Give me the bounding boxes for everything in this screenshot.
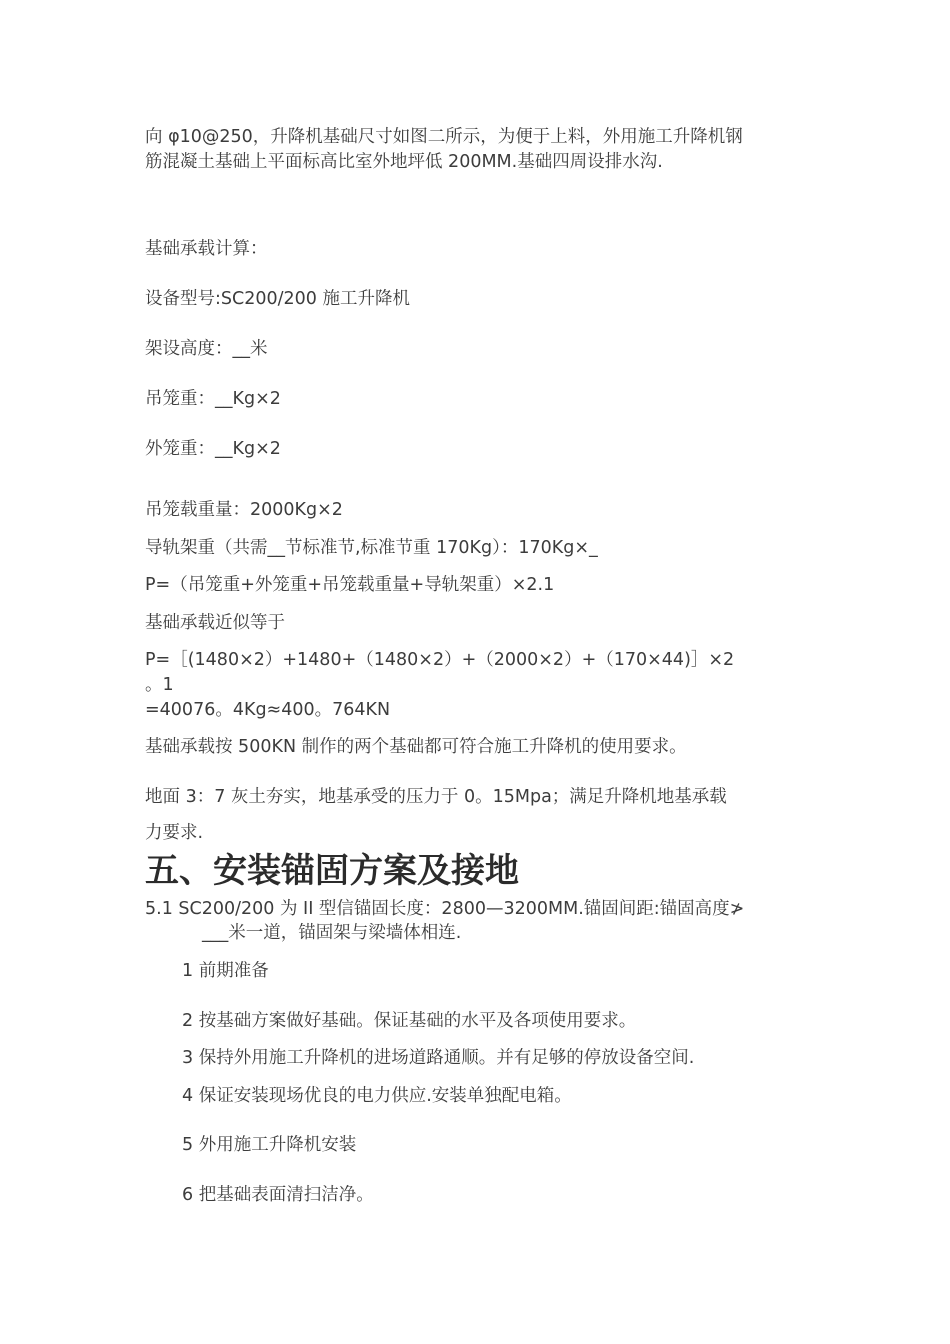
outer-cage-weight: 外笼重：__Kg×2	[145, 439, 281, 459]
cage-weight: 吊笼重：__Kg×2	[145, 389, 281, 409]
section-5-1-line-1: 5.1 SC200/200 为 II 型信锚固长度：2800—3200MM.锚固间距:锚固高度≯	[145, 899, 745, 919]
calc-title: 基础承载计算：	[145, 239, 268, 259]
intro-line-2: 筋混凝土基础上平面标高比室外地坪低 200MM.基础四周设排水沟.	[145, 152, 663, 172]
list-item: 5 外用施工升降机安装	[182, 1135, 357, 1155]
load-formula: P=（吊笼重+外笼重+吊笼载重量+导轨架重）×2.1	[145, 575, 555, 595]
list-item: 1 前期准备	[182, 961, 269, 981]
p-calc-line-2: 。1	[145, 675, 174, 695]
list-item: 2 按基础方案做好基础。保证基础的水平及各项使用要求。	[182, 1011, 637, 1031]
bearing-conclusion: 基础承载按 500KN 制作的两个基础都可符合施工升降机的使用要求。	[145, 737, 687, 757]
cage-load: 吊笼载重量：2000Kg×2	[145, 500, 343, 520]
erection-height: 架设高度：__米	[145, 339, 268, 359]
p-calc-line-1: P=［(1480×2）+1480+（1480×2）+（2000×2）+（170×44)］×2	[145, 650, 735, 670]
ground-line-1: 地面 3：7 灰土夯实，地基承受的压力于 0。15Mpa；满足升降机地基承载	[145, 787, 727, 807]
approx-label: 基础承载近似等于	[145, 613, 285, 633]
list-item: 3 保持外用施工升降机的进场道路通顺。并有足够的停放设备空间.	[182, 1048, 695, 1068]
p-calc-result: =40076。4Kg≈400。764KN	[145, 700, 391, 720]
rail-weight: 导轨架重（共需__节标准节,标准节重 170Kg）：170Kg×_	[145, 538, 598, 558]
equipment-model: 设备型号:SC200/200 施工升降机	[145, 289, 410, 309]
ground-line-2: 力要求.	[145, 823, 204, 843]
intro-line-1: 向 φ10@250，升降机基础尺寸如图二所示，为便于上料，外用施工升降机钢	[145, 127, 743, 147]
section-5-1-line-2: ___米一道，锚固架与梁墙体相连.	[202, 923, 462, 943]
list-item: 4 保证安装现场优良的电力供应.安装单独配电箱。	[182, 1086, 572, 1106]
list-item: 6 把基础表面清扫洁净。	[182, 1185, 374, 1205]
section-5-heading: 五、安装锚固方案及接地	[145, 851, 519, 891]
